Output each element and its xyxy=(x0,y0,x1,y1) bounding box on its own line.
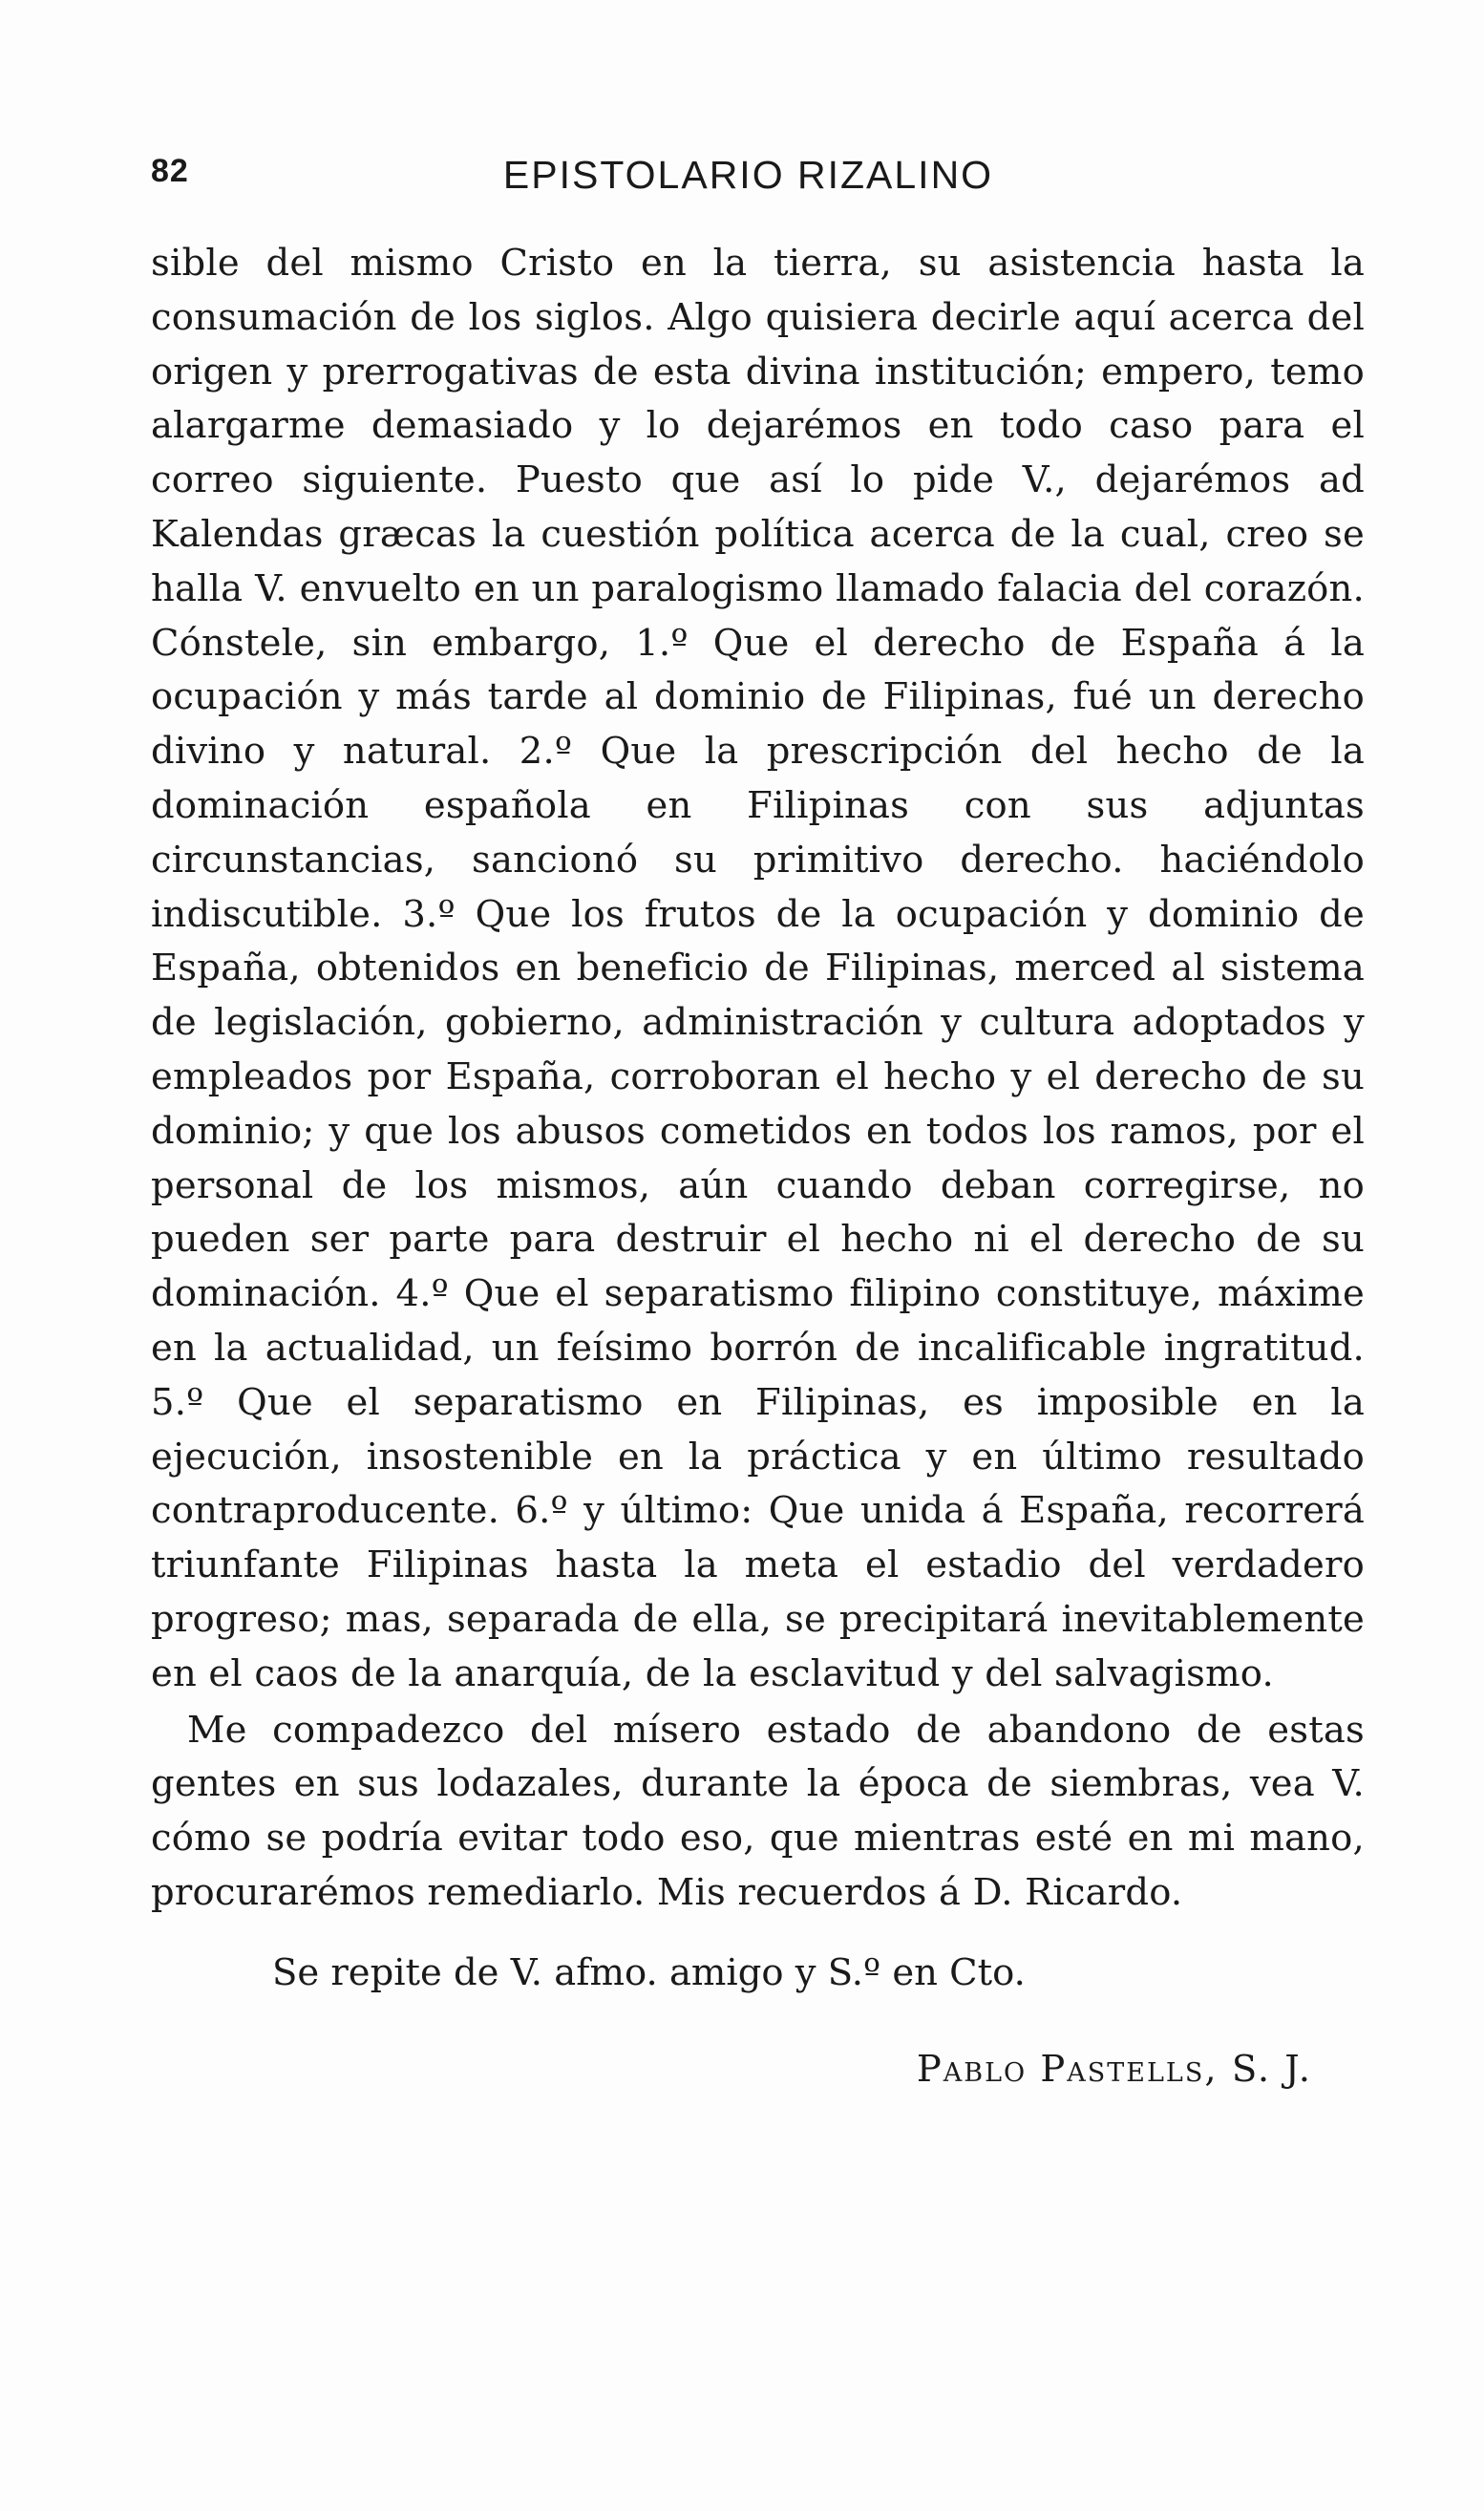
letter-body xyxy=(151,237,1365,1921)
paragraph-compassion: Me compadezco del mísero estado de abandono de estas gentes en sus lodazales, durante la época de siembras, vea V. cómo se podría evitar todo eso, que mientras esté en mi mano, procurarémos remediarlo. Mis recuerdos á D. Ricardo. xyxy=(151,1708,1365,1914)
page-header xyxy=(151,153,1346,206)
signature: Pablo Pastells, S. J. xyxy=(916,2048,1312,2091)
running-head: EPISTOLARIO RIZALINO xyxy=(502,153,994,197)
page-number: 82 xyxy=(151,153,189,189)
letter-closing: Se repite de V. afmo. amigo y S.º en Cto. xyxy=(272,1951,1026,1994)
paragraph-continuation: sible del mismo Cristo en la tierra, su asistencia hasta la consumación de los siglos. Algo quisiera decirle aquí acerca del origen y prerrogativas de esta divina institución; empero, temo alargarme demasiado y lo dejarémos en todo caso para el correo siguiente. Puesto que así lo pide V., dejarémos ad Kalendas græcas la cuestión política acerca de la cual, creo se halla V. envuelto en un paralogismo llamado falacia del corazón. Cónstele, sin embargo, 1.º Que el derecho de España á la ocupación y más tarde al dominio de Filipinas, fué un derecho divino y natural. 2.º Que la prescripción del hecho de la dominación española en Filipinas con sus adjuntas circunstancias, sancionó su primitivo derecho. haciéndolo indiscutible. 3.º Que los frutos de la ocupación y dominio de España, obtenidos en beneficio de Filipinas, merced al sistema de legislación, gobierno, administración y cultura adoptados y empleados por España, corroboran el hecho y el derecho de su dominio; y que los abusos cometidos en todos los ramos, por el personal de los mismos, aún cuando deban corregirse, no pueden ser parte para destruir el hecho ni el derecho de su dominación. 4.º Que el separatismo filipino constituye, máxime en la actualidad, un feísimo borrón de incalificable ingratitud. 5.º Que el separatismo en Filipinas, es imposible en la ejecución, insostenible en la práctica y en último resultado contraproducente. 6.º y último: Que unida á España, recorrerá triunfante Filipinas hasta la meta el estadio del verdadero progreso; mas, separada de ella, se precipitará inevitablemente en el caos de la anarquía, de la esclavitud y del salvagismo. xyxy=(151,242,1365,1695)
